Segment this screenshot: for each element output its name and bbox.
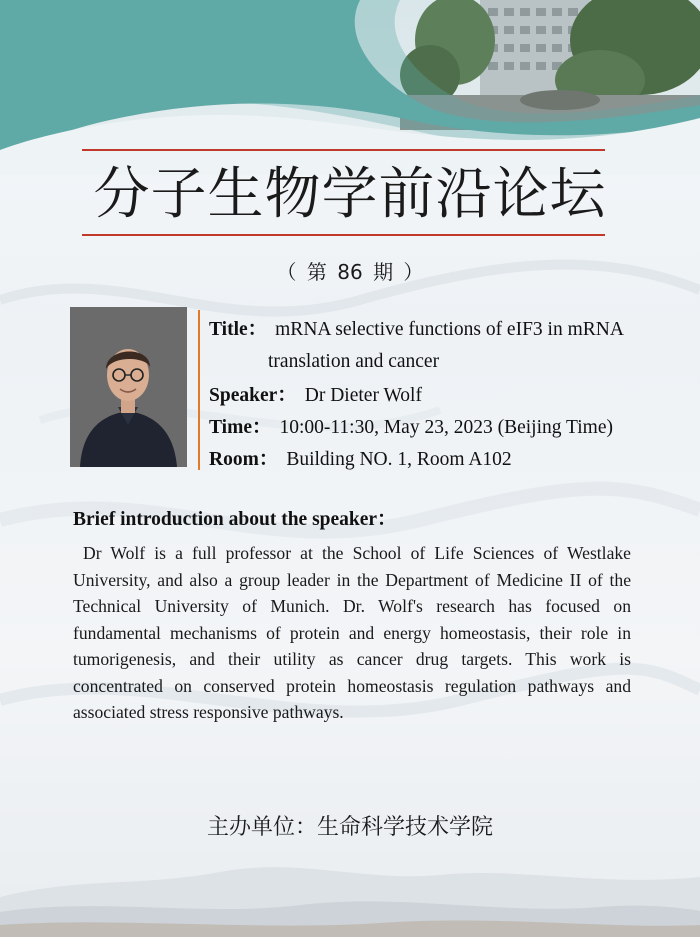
- room-row: [209, 446, 679, 478]
- ink-mountains: [0, 827, 700, 937]
- title-row: [209, 316, 679, 348]
- title-line-2: translation and cancer: [268, 351, 440, 372]
- organizer: 主办单位：生命科学技术学院: [206, 815, 493, 840]
- details-accent-bar: [198, 310, 200, 470]
- title-label: Title：: [209, 319, 268, 340]
- speaker-photo: [70, 307, 187, 467]
- time-label: Time：: [209, 417, 272, 438]
- issue-number: （ 第 86 期 ）: [276, 260, 424, 284]
- speaker-portrait: [70, 307, 187, 467]
- forum-title: 分子生物学前沿论坛: [93, 162, 607, 227]
- speaker-label: Speaker：: [209, 385, 297, 406]
- speaker-row: [209, 382, 679, 414]
- talk-details: [209, 316, 679, 478]
- title-rule-bottom: [82, 234, 605, 236]
- speaker-name: Dr Dieter Wolf: [304, 385, 422, 406]
- title-rule-top: [82, 149, 605, 151]
- time-row: [209, 414, 679, 446]
- title-line-1: mRNA selective functions of eIF3 in mRNA: [275, 319, 624, 340]
- room-label: Room：: [209, 449, 279, 470]
- room-value: Building NO. 1, Room A102: [286, 449, 512, 470]
- time-value: 10:00-11:30, May 23, 2023 (Beijing Time): [279, 417, 613, 438]
- intro-heading: Brief introduction about the speaker：: [73, 509, 397, 530]
- intro-body: Dr Wolf is a full professor at the School of Life Sciences of Westlake University, and also a group leader in the Department of Medicine II of the Technical University of Munich. Dr. Wolf's research has focused on fundamental mechanisms of protein and energy homeostasis, their role in tumorigenesis, and their utility as cancer drug targets. This work is concentrated on conserved protein homeostasis regulation pathways and associated stress responsive pathways.: [73, 543, 631, 722]
